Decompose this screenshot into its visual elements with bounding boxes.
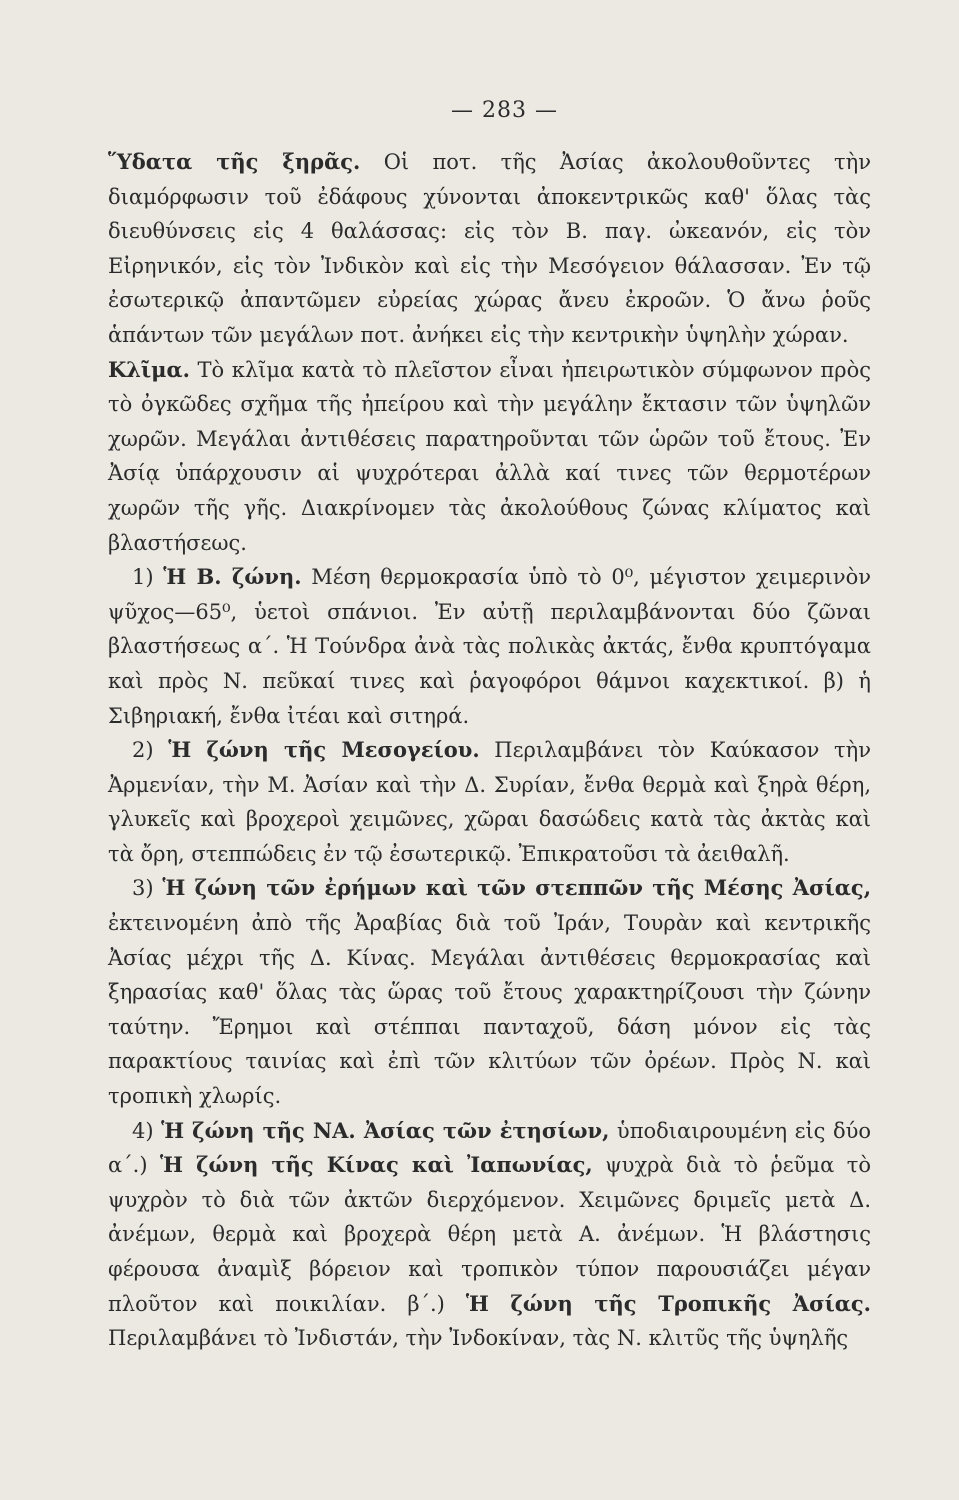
paragraph bbox=[108, 871, 871, 1113]
paragraph bbox=[108, 1114, 871, 1356]
paragraph bbox=[108, 145, 871, 353]
paragraph bbox=[108, 353, 871, 561]
paragraph bbox=[108, 560, 871, 733]
section-heading: Ὕδατα τῆς ξηρᾶς. bbox=[108, 149, 361, 174]
paragraph-text: 3) bbox=[132, 876, 163, 901]
section-heading: Ἡ ζώνη τῆς Κίνας καὶ Ἰαπωνίας, bbox=[160, 1152, 593, 1178]
paragraph-text: Περιλαμβάνει τὸν Καύκασον τὴν Ἀρμενίαν, τὴν Μ. Ἀσίαν καὶ τὴν Δ. Συρίαν, ἔνθα θερμὰ καὶ ξηρὰ θέρη, γλυκεῖς καὶ βροχεροὶ χειμῶνες, χῶραι δασώδεις κατὰ τὰς ἀκτὰς καὶ τὰ ὄρη, στεππώδεις ἐν τῷ ἐσωτερικῷ. Ἐπικρατοῦσι τὰ ἀειθαλῆ. bbox=[108, 738, 871, 866]
paragraph-text: Οἱ ποτ. τῆς Ἀσίας ἀκολουθοῦντες τὴν διαμόρφωσιν τοῦ ἐδάφους χύνονται ἀποκεντρικῶς καθ' ὅλας τὰς διευθύνσεις εἰς 4 θαλάσσας: εἰς τὸν Β. παγ. ὠκεανόν, εἰς τὸν Εἰρηνικόν, εἰς τὸν Ἰνδικὸν καὶ εἰς τὴν Μεσόγειον θάλασσαν. Ἐν τῷ ἐσωτερικῷ ἀπαντῶμεν εὐρείας χώρας ἄνευ ἐκροῶν. Ὁ ἄνω ῥοῦς ἁπάντων τῶν μεγάλων ποτ. ἀνήκει εἰς τὴν κεντρικὴν ὑψηλὴν χώραν. bbox=[108, 150, 871, 347]
section-heading: Ἡ ζώνη τῶν ἐρήμων καὶ τῶν στεππῶν τῆς Μέσης Ἀσίας, bbox=[162, 875, 872, 901]
paragraph bbox=[108, 733, 871, 871]
paragraph-text: ψυχρὰ διὰ τὸ ῥεῦμα τὸ ψυχρὸν τὸ διὰ τῶν ἀκτῶν διερχόμενον. Χειμῶνες δριμεῖς μετὰ Δ. ἀνέμων, θερμὰ καὶ βροχερὰ θέρη μετὰ Α. ἀνέμων. Ἡ βλάστησις φέρουσα ἀναμὶξ βόρειον καὶ τροπικὸν τύπον παρουσιάζει μέγαν πλοῦτον καὶ ποικιλίαν. β΄.) bbox=[108, 1153, 871, 1316]
paragraph-text: 2) bbox=[132, 738, 169, 763]
paragraph-text: 4) bbox=[132, 1118, 162, 1143]
paragraph-text: Περιλαμβάνει τὸ Ἰνδιστάν, τὴν Ἰνδοκίναν, τὰς Ν. κλιτῦς τῆς ὑψηλῆς bbox=[108, 1326, 849, 1351]
paragraph-text: ὑποδιαιρουμένη εἰς δύο α΄.) bbox=[108, 1118, 871, 1178]
section-heading: Ἡ Β. ζώνη. bbox=[163, 564, 302, 590]
paragraph-text: Μέση θερμοκρασία ὑπὸ τὸ 0⁰, μέγιστον χειμερινὸν ψῦχος—65⁰, ὑετοὶ σπάνιοι. Ἐν αὐτῇ περιλαμβάνονται δύο ζῶναι βλαστήσεως α΄. Ἡ Τούνδρα ἀνὰ τὰς πολικὰς ἀκτάς, ἔνθα κρυπτόγαμα καὶ πρὸς Ν. πεῦκαί τινες καὶ ῥαγοφόροι θάμνοι καχεκτικοί. β) ἡ Σιβηριακή, ἔνθα ἰτέαι καὶ σιτηρά. bbox=[108, 565, 871, 728]
section-heading: Ἡ ζώνη τῆς Τροπικῆς Ἀσίας. bbox=[465, 1290, 871, 1316]
paragraph-text: 1) bbox=[132, 565, 164, 590]
paragraph-text: Τὸ κλῖμα κατὰ τὸ πλεῖστον εἶναι ἠπειρωτικὸν σύμφωνον πρὸς τὸ ὀγκῶδες σχῆμα τῆς ἠπείρου καὶ τὴν μεγάλην ἔκτασιν τῶν ὑψηλῶν χωρῶν. Μεγάλαι ἀντιθέσεις παρατηροῦνται τῶν ὡρῶν τοῦ ἔτους. Ἐν Ἀσίᾳ ὑπάρχουσιν αἱ ψυχρότεραι ἀλλὰ καί τινες τῶν θερμοτέρων χωρῶν τῆς γῆς. Διακρίνομεν τὰς ἀκολούθους ζώνας κλίματος καὶ βλαστήσεως. bbox=[108, 357, 871, 555]
page-number: — 283 — bbox=[451, 98, 558, 123]
section-heading: Ἡ ζώνη τῆς ΝΑ. Ἀσίας τῶν ἐτησίων, bbox=[161, 1117, 610, 1143]
section-heading: Κλῖμα. bbox=[108, 356, 190, 382]
section-heading: Ἡ ζώνη τῆς Μεσογείου. bbox=[168, 737, 480, 763]
body-text bbox=[108, 145, 871, 1356]
paragraph-text: ἐκτεινομένη ἀπὸ τῆς Ἀραβίας διὰ τοῦ Ἰράν, Τουρὰν καὶ κεντρικῆς Ἀσίας μέχρι τῆς Δ. Κίνας. Μεγάλαι ἀντιθέσεις θερμοκρασίας καὶ ξηρασίας καθ' ὅλας τὰς ὥρας τοῦ ἔτους χαρακτηρίζουσι τὴν ζώνην ταύτην. Ἔρημοι καὶ στέππαι πανταχοῦ, δάση μόνον εἰς τὰς παρακτίους ταινίας καὶ ἐπὶ τῶν κλιτύων τῶν ὀρέων. Πρὸς Ν. καὶ τροπικὴ χλωρίς. bbox=[108, 911, 871, 1109]
